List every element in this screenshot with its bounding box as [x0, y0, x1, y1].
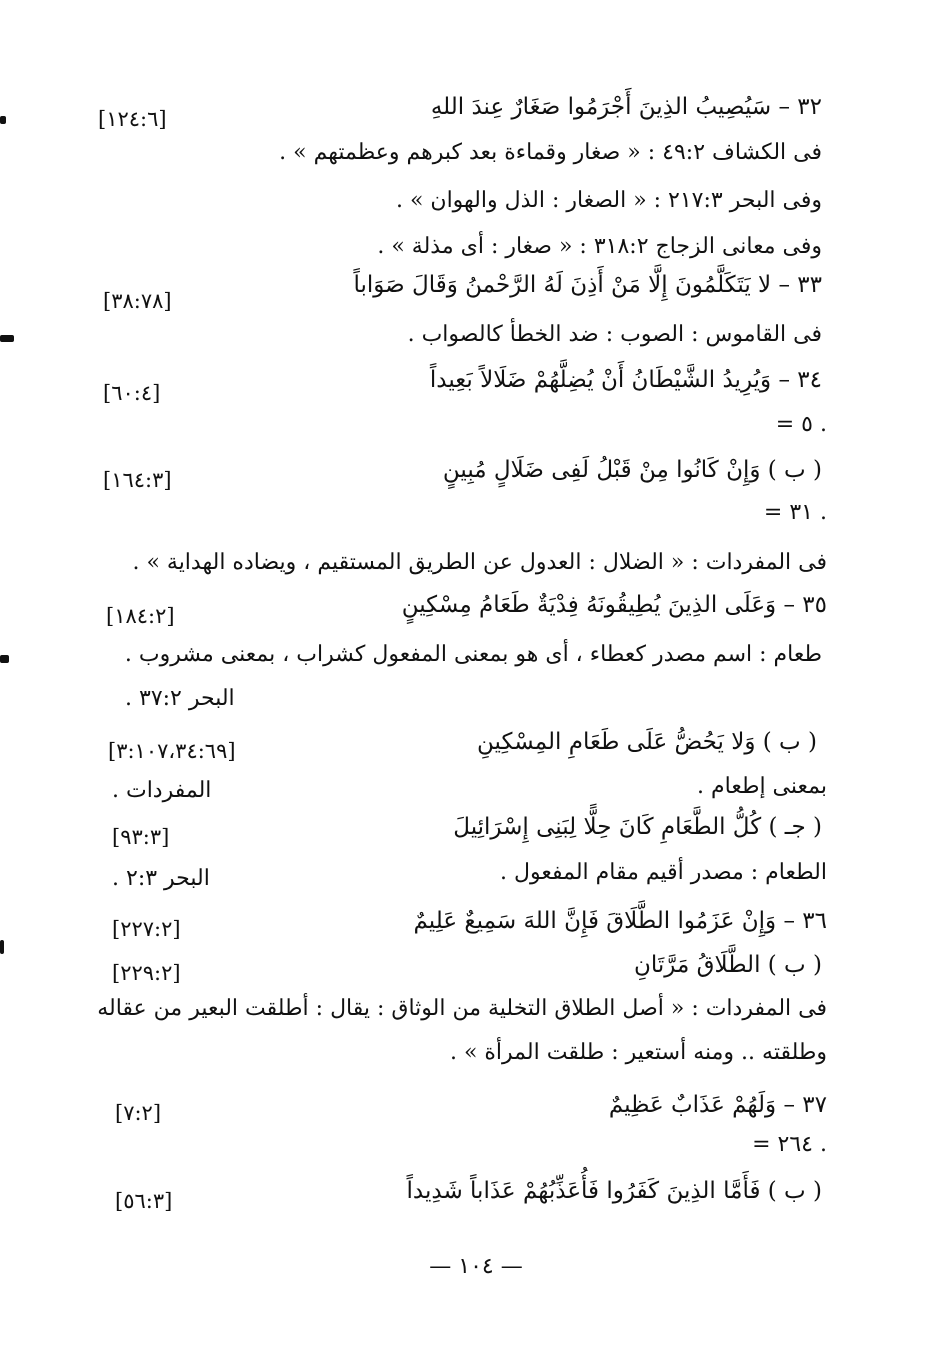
note-36-mufradat-1: فى المفردات : « أصل الطلاق التخلية من الوثاق : يقال : أطلقت البعير من عقاله	[97, 996, 827, 1021]
verse-35-reference: [١٨٤:٢]	[106, 604, 175, 628]
verse-32-reference: [١٢٤:٦]	[98, 107, 167, 131]
verse-37: ٣٧ – وَلَهُمْ عَذَابٌ عَظِيمٌ	[608, 1092, 827, 1118]
verse-32: ٣٢ – سَيُصِيبُ الذِينَ أَجْرَمُوا صَغَارٌ عِندَ اللهِ	[430, 94, 822, 120]
verse-35: ٣٥ – وَعَلَى الذِينَ يُطِيقُونَهُ فِدْيَةٌ طَعَامُ مِسْكِينٍ	[401, 592, 827, 618]
verse-35-b-reference: [٣:١٠٧،٣٤:٦٩]	[108, 739, 236, 763]
note-35-mufradat-source: المفردات .	[112, 778, 212, 803]
verse-36-reference: [٢٢٧:٢]	[112, 917, 181, 941]
verse-35-c-reference: [٩٣:٣]	[112, 825, 170, 849]
verse-36-b-reference: [٢٢٩:٢]	[112, 961, 181, 985]
verse-34: ٣٤ – وَيُرِيدُ الشَّيْطَانُ أَنْ يُضِلَّهُمْ ضَلَالاً بَعِيداً	[429, 367, 822, 393]
note-35-bahr: البحر ٣٧:٢ .	[125, 686, 235, 711]
verse-37-b-reference: [٥٦:٣]	[115, 1189, 173, 1213]
verse-36-b: ( ب ) الطَّلَاقُ مَرَّتَانِ	[634, 952, 822, 978]
note-34-cross-ref-b: = ٣١ .	[763, 500, 827, 525]
note-34-cross-ref: = ٥ .	[775, 412, 827, 437]
verse-33-reference: [٣٨:٧٨]	[103, 289, 172, 313]
note-35-itam: بمعنى إطعام .	[697, 774, 827, 799]
note-37-cross-ref: = ٢٦٤ .	[752, 1132, 827, 1157]
margin-mark	[0, 335, 14, 342]
verse-37-b: ( ب ) فَأَمَّا الذِينَ كَفَرُوا فَأُعَذِّبُهُمْ عَذَاباً شَدِيداً	[406, 1178, 822, 1204]
verse-33: ٣٣ – لا يَتَكَلَّمُونَ إِلَّا مَنْ أَذِنَ لَهُ الرَّحْمنُ وَقَالَ صَوَاباً	[353, 272, 822, 298]
note-36-mufradat-2: وطلقته .. ومنه أستعير : طلقت المرأة » .	[449, 1040, 827, 1065]
note-32-bahr: وفى البحر ٢١٧:٣ : « الصغار : الذل والهوان » .	[395, 188, 822, 213]
margin-mark	[0, 655, 9, 663]
note-32-kashshaf: فى الكشاف ٤٩:٢ : « صغار وقماءة بعد كبرهم وعظمتهم » .	[279, 140, 822, 165]
verse-35-c: ( جـ ) كُلُّ الطَّعَامِ كَانَ حِلًّا لِبَنِى إِسْرَائِيلَ	[453, 814, 822, 840]
note-35-taam: طعام : اسم مصدر كعطاء ، أى هو بمعنى المفعول كشراب ، بمعنى مشروب .	[124, 642, 822, 667]
note-35-bahr-source: البحر ٢:٣ .	[112, 866, 210, 891]
note-35-masdar: الطعام : مصدر أقيم مقام المفعول .	[500, 860, 827, 885]
note-33-qamus: فى القاموس : الصوب : ضد الخطأ كالصواب .	[407, 322, 822, 347]
note-32-zajjaj: وفى معانى الزجاج ٣١٨:٢ : « صغار : أى مذلة » .	[377, 234, 822, 259]
verse-36: ٣٦ – وَإِنْ عَزَمُوا الطَّلَاقَ فَإِنَّ اللهَ سَمِيعٌ عَلِيمٌ	[413, 908, 827, 934]
verse-34-b-reference: [١٦٤:٣]	[103, 468, 172, 492]
verse-34-b: ( ب ) وَإِنْ كَانُوا مِنْ قَبْلُ لَفِى ضَلَالٍ مُبِينٍ	[442, 457, 822, 483]
margin-mark	[0, 116, 6, 124]
note-34-mufradat: فى المفردات : « الضلال : العدول عن الطريق المستقيم ، ويضاده الهداية » .	[132, 550, 827, 575]
verse-35-b: ( ب ) وَلا يَحُضُّ عَلَى طَعَامِ المِسْكِينِ	[477, 729, 817, 755]
verse-37-reference: [٧:٢]	[115, 1101, 162, 1125]
margin-mark	[0, 940, 4, 954]
verse-34-reference: [٦٠:٤]	[103, 381, 161, 405]
page-number: — ١٠٤ —	[429, 1254, 523, 1279]
